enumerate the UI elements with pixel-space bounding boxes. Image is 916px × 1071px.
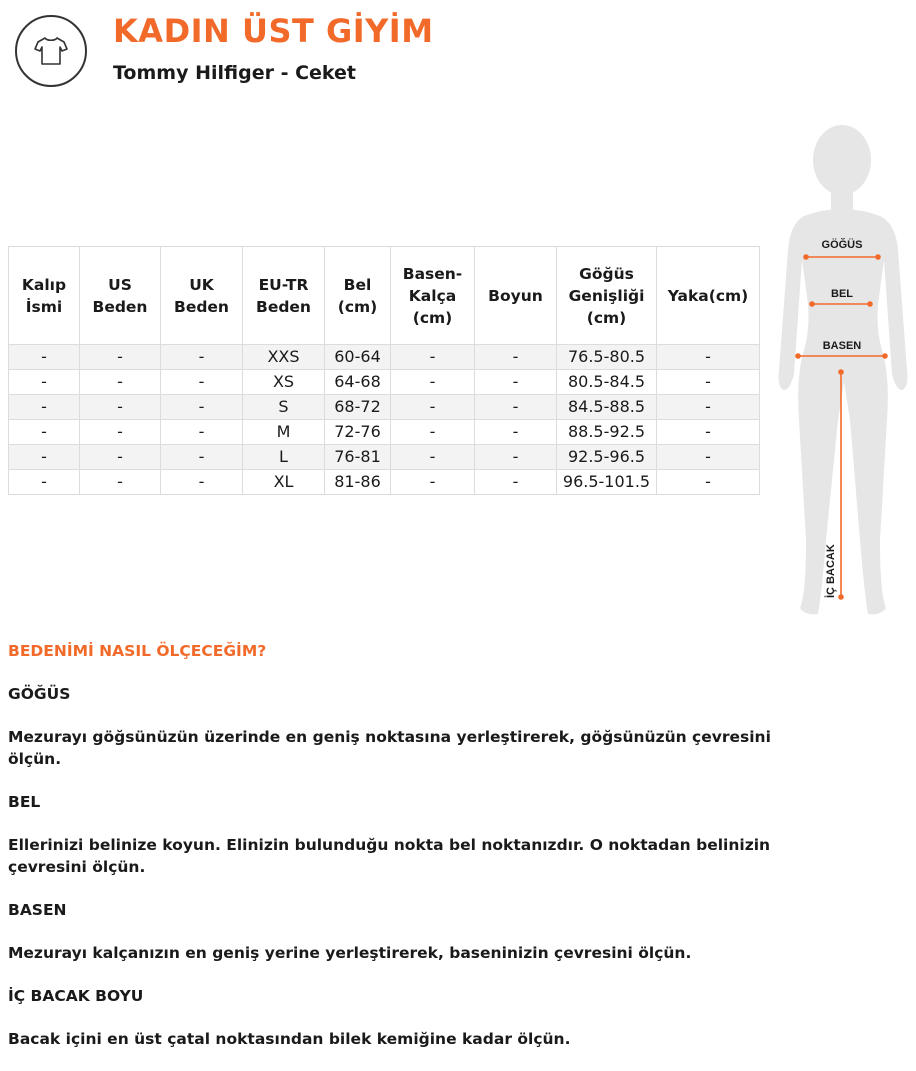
guide-text-waist: Ellerinizi belinize koyun. Elinizin bulunduğu nokta bel noktanızdır. O noktadan belinizin çevresini ölçün. xyxy=(8,836,771,876)
guide-heading-chest: GÖĞÜS xyxy=(8,685,71,703)
measurement-guide xyxy=(8,640,808,1071)
table-cell: - xyxy=(9,420,80,445)
size-table xyxy=(8,246,760,495)
table-cell: L xyxy=(243,445,325,470)
table-cell: - xyxy=(475,345,557,370)
table-cell: 68-72 xyxy=(325,395,391,420)
table-cell: - xyxy=(391,345,475,370)
table-cell: - xyxy=(80,395,161,420)
table-cell: XS xyxy=(243,370,325,395)
column-header: Boyun xyxy=(475,247,557,345)
chest-label: GÖĞÜS xyxy=(821,239,863,251)
table-cell: 72-76 xyxy=(325,420,391,445)
table-cell: - xyxy=(161,420,243,445)
table-cell: 60-64 xyxy=(325,345,391,370)
table-cell: - xyxy=(391,470,475,495)
table-cell: 76-81 xyxy=(325,445,391,470)
table-cell: - xyxy=(391,445,475,470)
table-cell: - xyxy=(391,395,475,420)
table-cell: 92.5-96.5 xyxy=(557,445,657,470)
hip-label: BASEN xyxy=(822,340,862,352)
table-cell: - xyxy=(80,370,161,395)
table-cell: XL xyxy=(243,470,325,495)
waist-label: BEL xyxy=(831,288,853,300)
guide-text-inseam: Bacak içini en üst çatal noktasından bilek kemiğine kadar ölçün. xyxy=(8,1030,571,1048)
column-header: Bel (cm) xyxy=(325,247,391,345)
table-header-row xyxy=(9,247,760,345)
table-cell: 84.5-88.5 xyxy=(557,395,657,420)
inseam-label: İÇ BACAK xyxy=(825,544,837,598)
body-silhouette xyxy=(779,125,908,614)
table-cell: - xyxy=(161,370,243,395)
table-cell: 81-86 xyxy=(325,470,391,495)
table-cell: - xyxy=(657,470,760,495)
column-header: US Beden xyxy=(80,247,161,345)
table-cell: 80.5-84.5 xyxy=(557,370,657,395)
table-row xyxy=(9,345,760,370)
table-cell: - xyxy=(9,395,80,420)
guide-text-chest: Mezurayı göğsünüzün üzerinde en geniş noktasına yerleştirerek, göğsünüzün çevresini ölçün. xyxy=(8,728,771,768)
table-row xyxy=(9,370,760,395)
table-row xyxy=(9,445,760,470)
column-header: Basen- Kalça (cm) xyxy=(391,247,475,345)
column-header: UK Beden xyxy=(161,247,243,345)
table-cell: - xyxy=(475,395,557,420)
table-cell: - xyxy=(9,445,80,470)
guide-text-hip: Mezurayı kalçanızın en geniş yerine yerleştirerek, baseninizin çevresini ölçün. xyxy=(8,944,692,962)
table-cell: - xyxy=(161,345,243,370)
table-row xyxy=(9,470,760,495)
table-cell: 76.5-80.5 xyxy=(557,345,657,370)
table-cell: - xyxy=(161,470,243,495)
column-header: Göğüs Genişliği (cm) xyxy=(557,247,657,345)
table-cell: - xyxy=(80,445,161,470)
table-cell: 64-68 xyxy=(325,370,391,395)
product-subtitle: Tommy Hilfiger - Ceket xyxy=(113,62,356,84)
table-cell: M xyxy=(243,420,325,445)
table-cell: 88.5-92.5 xyxy=(557,420,657,445)
column-header: Kalıp İsmi xyxy=(9,247,80,345)
table-cell: - xyxy=(9,370,80,395)
table-cell: - xyxy=(391,370,475,395)
table-cell: - xyxy=(657,420,760,445)
table-cell: - xyxy=(9,470,80,495)
table-cell: - xyxy=(657,370,760,395)
table-cell: - xyxy=(80,420,161,445)
table-cell: XXS xyxy=(243,345,325,370)
body-measurement-figure xyxy=(770,120,916,625)
table-cell: 96.5-101.5 xyxy=(557,470,657,495)
table-cell: - xyxy=(475,445,557,470)
column-header: Yaka(cm) xyxy=(657,247,760,345)
table-cell: - xyxy=(9,345,80,370)
table-cell: - xyxy=(657,345,760,370)
table-cell: - xyxy=(80,345,161,370)
table-cell: - xyxy=(391,420,475,445)
table-row xyxy=(9,420,760,445)
table-cell: - xyxy=(161,395,243,420)
guide-heading-hip: BASEN xyxy=(8,901,67,919)
column-header: EU-TR Beden xyxy=(243,247,325,345)
guide-heading-waist: BEL xyxy=(8,793,41,811)
table-cell: - xyxy=(657,395,760,420)
table-cell: - xyxy=(161,445,243,470)
table-cell: S xyxy=(243,395,325,420)
table-row xyxy=(9,395,760,420)
table-cell: - xyxy=(475,470,557,495)
table-cell: - xyxy=(475,420,557,445)
table-cell: - xyxy=(657,445,760,470)
page-title: KADIN ÜST GİYİM xyxy=(113,12,434,50)
tshirt-icon xyxy=(15,15,87,87)
table-cell: - xyxy=(475,370,557,395)
guide-heading-inseam: İÇ BACAK BOYU xyxy=(8,987,144,1005)
guide-title: BEDENİMİ NASIL ÖLÇECEĞİM? xyxy=(8,642,267,660)
table-cell: - xyxy=(80,470,161,495)
